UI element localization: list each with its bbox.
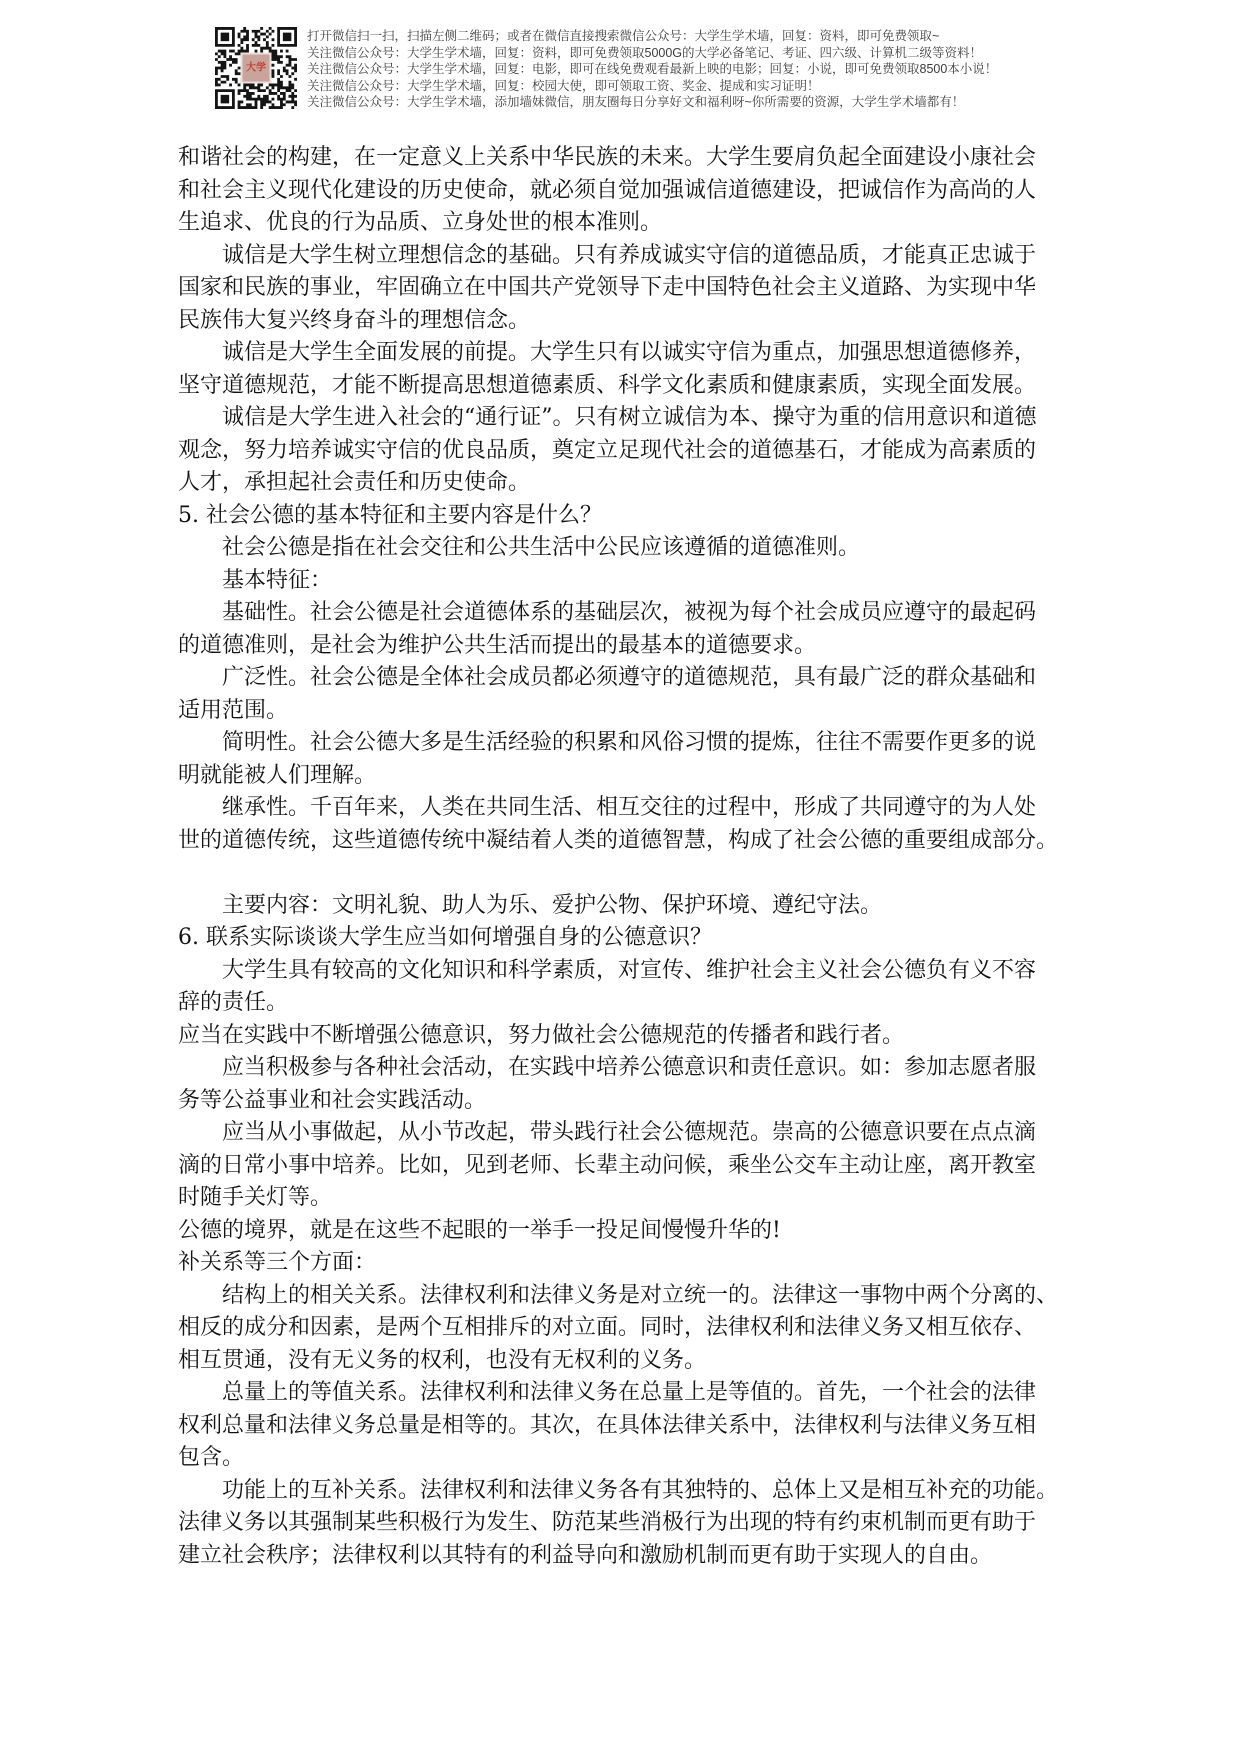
text-line: 建立社会秩序；法律权利以其特有的利益导向和激励机制而更有助于实现人的自由。 xyxy=(178,1542,993,1568)
text-line: 辞的责任。 xyxy=(178,990,289,1015)
text-line: 功能上的互补关系。法律权利和法律义务各有其独特的、总体上又是相互补充的功能。 xyxy=(178,1477,1059,1503)
text-line: 坚守道德规范，才能不断提高思想道德素质、科学文化素质和健康素质，实现全面发展。 xyxy=(178,372,1037,398)
promo-line: 关注微信公众号：大学生学术墙，回复：电影，即可在线免费观看最新上映的电影；回复：小说，即可免费领取8500本小说！ xyxy=(307,62,998,77)
text-line: 广泛性。社会公德是全体社会成员都必须遵守的道德规范，具有最广泛的群众基础和 xyxy=(178,665,1037,690)
document-body xyxy=(178,142,1108,1572)
text-line: 基础性。社会公德是社会道德体系的基础层次，被视为每个社会成员应遵守的最起码 xyxy=(178,600,1037,625)
text-line: 生追求、优良的行为品质、立身处世的根本准则。 xyxy=(178,210,663,235)
text-line: 总量上的等值关系。法律权利和法律义务在总量上是等值的。首先，一个社会的法律 xyxy=(178,1380,1037,1405)
text-line: 主要内容：文明礼貌、助人为乐、爱护公物、保护环境、遵纪守法。 xyxy=(178,892,883,918)
text-line: 继承性。千百年来，人类在共同生活、相互交往的过程中，形成了共同遵守的为人处 xyxy=(178,795,1037,820)
qr-code-icon xyxy=(215,27,297,109)
text-line: 时随手关灯等。 xyxy=(178,1185,333,1210)
qr-center-logo: 大学 xyxy=(241,53,272,84)
text-line: 和社会主义现代化建设的历史使命，就必须自觉加强诚信道德建设，把诚信作为高尚的人 xyxy=(178,177,1037,203)
text-line: 应当在实践中不断增强公德意识，努力做社会公德规范的传播者和践行者。 xyxy=(178,1022,905,1048)
text-line: 权利总量和法律义务总量是相等的。其次，在具体法律关系中，法律权利与法律义务互相 xyxy=(178,1412,1037,1438)
text-line: 6. 联系实际谈谈大学生应当如何增强自身的公德意识？ xyxy=(178,925,712,950)
text-line: 应当积极参与各种社会活动，在实践中培养公德意识和责任意识。如：参加志愿者服 xyxy=(178,1055,1037,1080)
text-line: 补关系等三个方面： xyxy=(178,1250,377,1275)
text-line: 简明性。社会公德大多是生活经验的积累和风俗习惯的提炼，往往不需要作更多的说 xyxy=(178,730,1037,755)
text-line: 滴的日常小事中培养。比如，见到老师、长辈主动问候，乘坐公交车主动让座，离开教室 xyxy=(178,1152,1037,1178)
text-line: 5. 社会公德的基本特征和主要内容是什么？ xyxy=(178,502,602,528)
promo-line: 关注微信公众号：大学生学术墙，回复：校园大使，即可领取工资、奖金、提成和实习证明！ xyxy=(307,78,820,93)
text-line: 世的道德传统，这些道德传统中凝结着人类的道德智慧，构成了社会公德的重要组成部分。 xyxy=(178,827,1059,853)
promo-line: 关注微信公众号：大学生学术墙，添加墙妹微信，朋友圈每日分享好文和福利呀~你所需要的资源，大学生学术墙都有！ xyxy=(307,95,965,110)
text-line: 的道德准则，是社会为维护公共生活而提出的最基本的道德要求。 xyxy=(178,632,817,658)
text-line: 务等公益事业和社会实践活动。 xyxy=(178,1087,487,1113)
text-line: 社会公德是指在社会交往和公共生活中公民应该遵循的道德准则。 xyxy=(178,535,861,560)
promo-header xyxy=(307,28,997,111)
text-line: 国家和民族的事业，牢固确立在中国共产党领导下走中国特色社会主义道路、为实现中华 xyxy=(178,275,1037,300)
text-line: 包含。 xyxy=(178,1445,245,1470)
text-line: 结构上的相关关系。法律权利和法律义务是对立统一的。法律这一事物中两个分离的、 xyxy=(178,1282,1059,1308)
text-line: 观念，努力培养诚实守信的优良品质，奠定立足现代社会的道德基石，才能成为高素质的 xyxy=(178,437,1037,463)
text-line: 诚信是大学生全面发展的前提。大学生只有以诚实守信为重点，加强思想道德修养， xyxy=(178,340,1037,365)
text-line: 相互贯通，没有无义务的权利，也没有无权利的义务。 xyxy=(178,1347,707,1373)
text-line: 和谐社会的构建，在一定意义上关系中华民族的未来。大学生要肩负起全面建设小康社会 xyxy=(178,145,1037,170)
promo-line: 关注微信公众号：大学生学术墙，回复：资料，即可免费领取5000G的大学必备笔记、考证、四六级、计算机二级等资料！ xyxy=(307,45,983,60)
text-line: 适用范围。 xyxy=(178,697,289,723)
text-line: 诚信是大学生树立理想信念的基础。只有养成诚实守信的道德品质，才能真正忠诚于 xyxy=(178,242,1037,268)
text-line: 大学生具有较高的文化知识和科学素质，对宣传、维护社会主义社会公德负有义不容 xyxy=(178,957,1037,983)
text-line: 公德的境界，就是在这些不起眼的一举手一投足间慢慢升华的! xyxy=(178,1217,781,1243)
text-line: 应当从小事做起，从小节改起，带头践行社会公德规范。崇高的公德意识要在点点滴 xyxy=(178,1120,1037,1145)
text-line: 民族伟大复兴终身奋斗的理想信念。 xyxy=(178,307,531,333)
text-line: 相反的成分和因素，是两个互相排斥的对立面。同时，法律权利和法律义务又相互依存、 xyxy=(178,1315,1037,1340)
text-line: 基本特征： xyxy=(178,567,333,593)
promo-line: 打开微信扫一扫，扫描左侧二维码；或者在微信直接搜索微信公众号：大学生学术墙，回复：资料，即可免费领取~ xyxy=(307,29,940,43)
text-line: 明就能被人们理解。 xyxy=(178,762,377,788)
text-line: 人才，承担起社会责任和历史使命。 xyxy=(178,470,531,495)
text-line: 法律义务以其强制某些积极行为发生、防范某些消极行为出现的特有约束机制而更有助于 xyxy=(178,1510,1037,1535)
text-line xyxy=(178,857,1108,890)
text-line: 诚信是大学生进入社会的“通行证”。只有树立诚信为本、操守为重的信用意识和道德 xyxy=(178,405,1037,430)
